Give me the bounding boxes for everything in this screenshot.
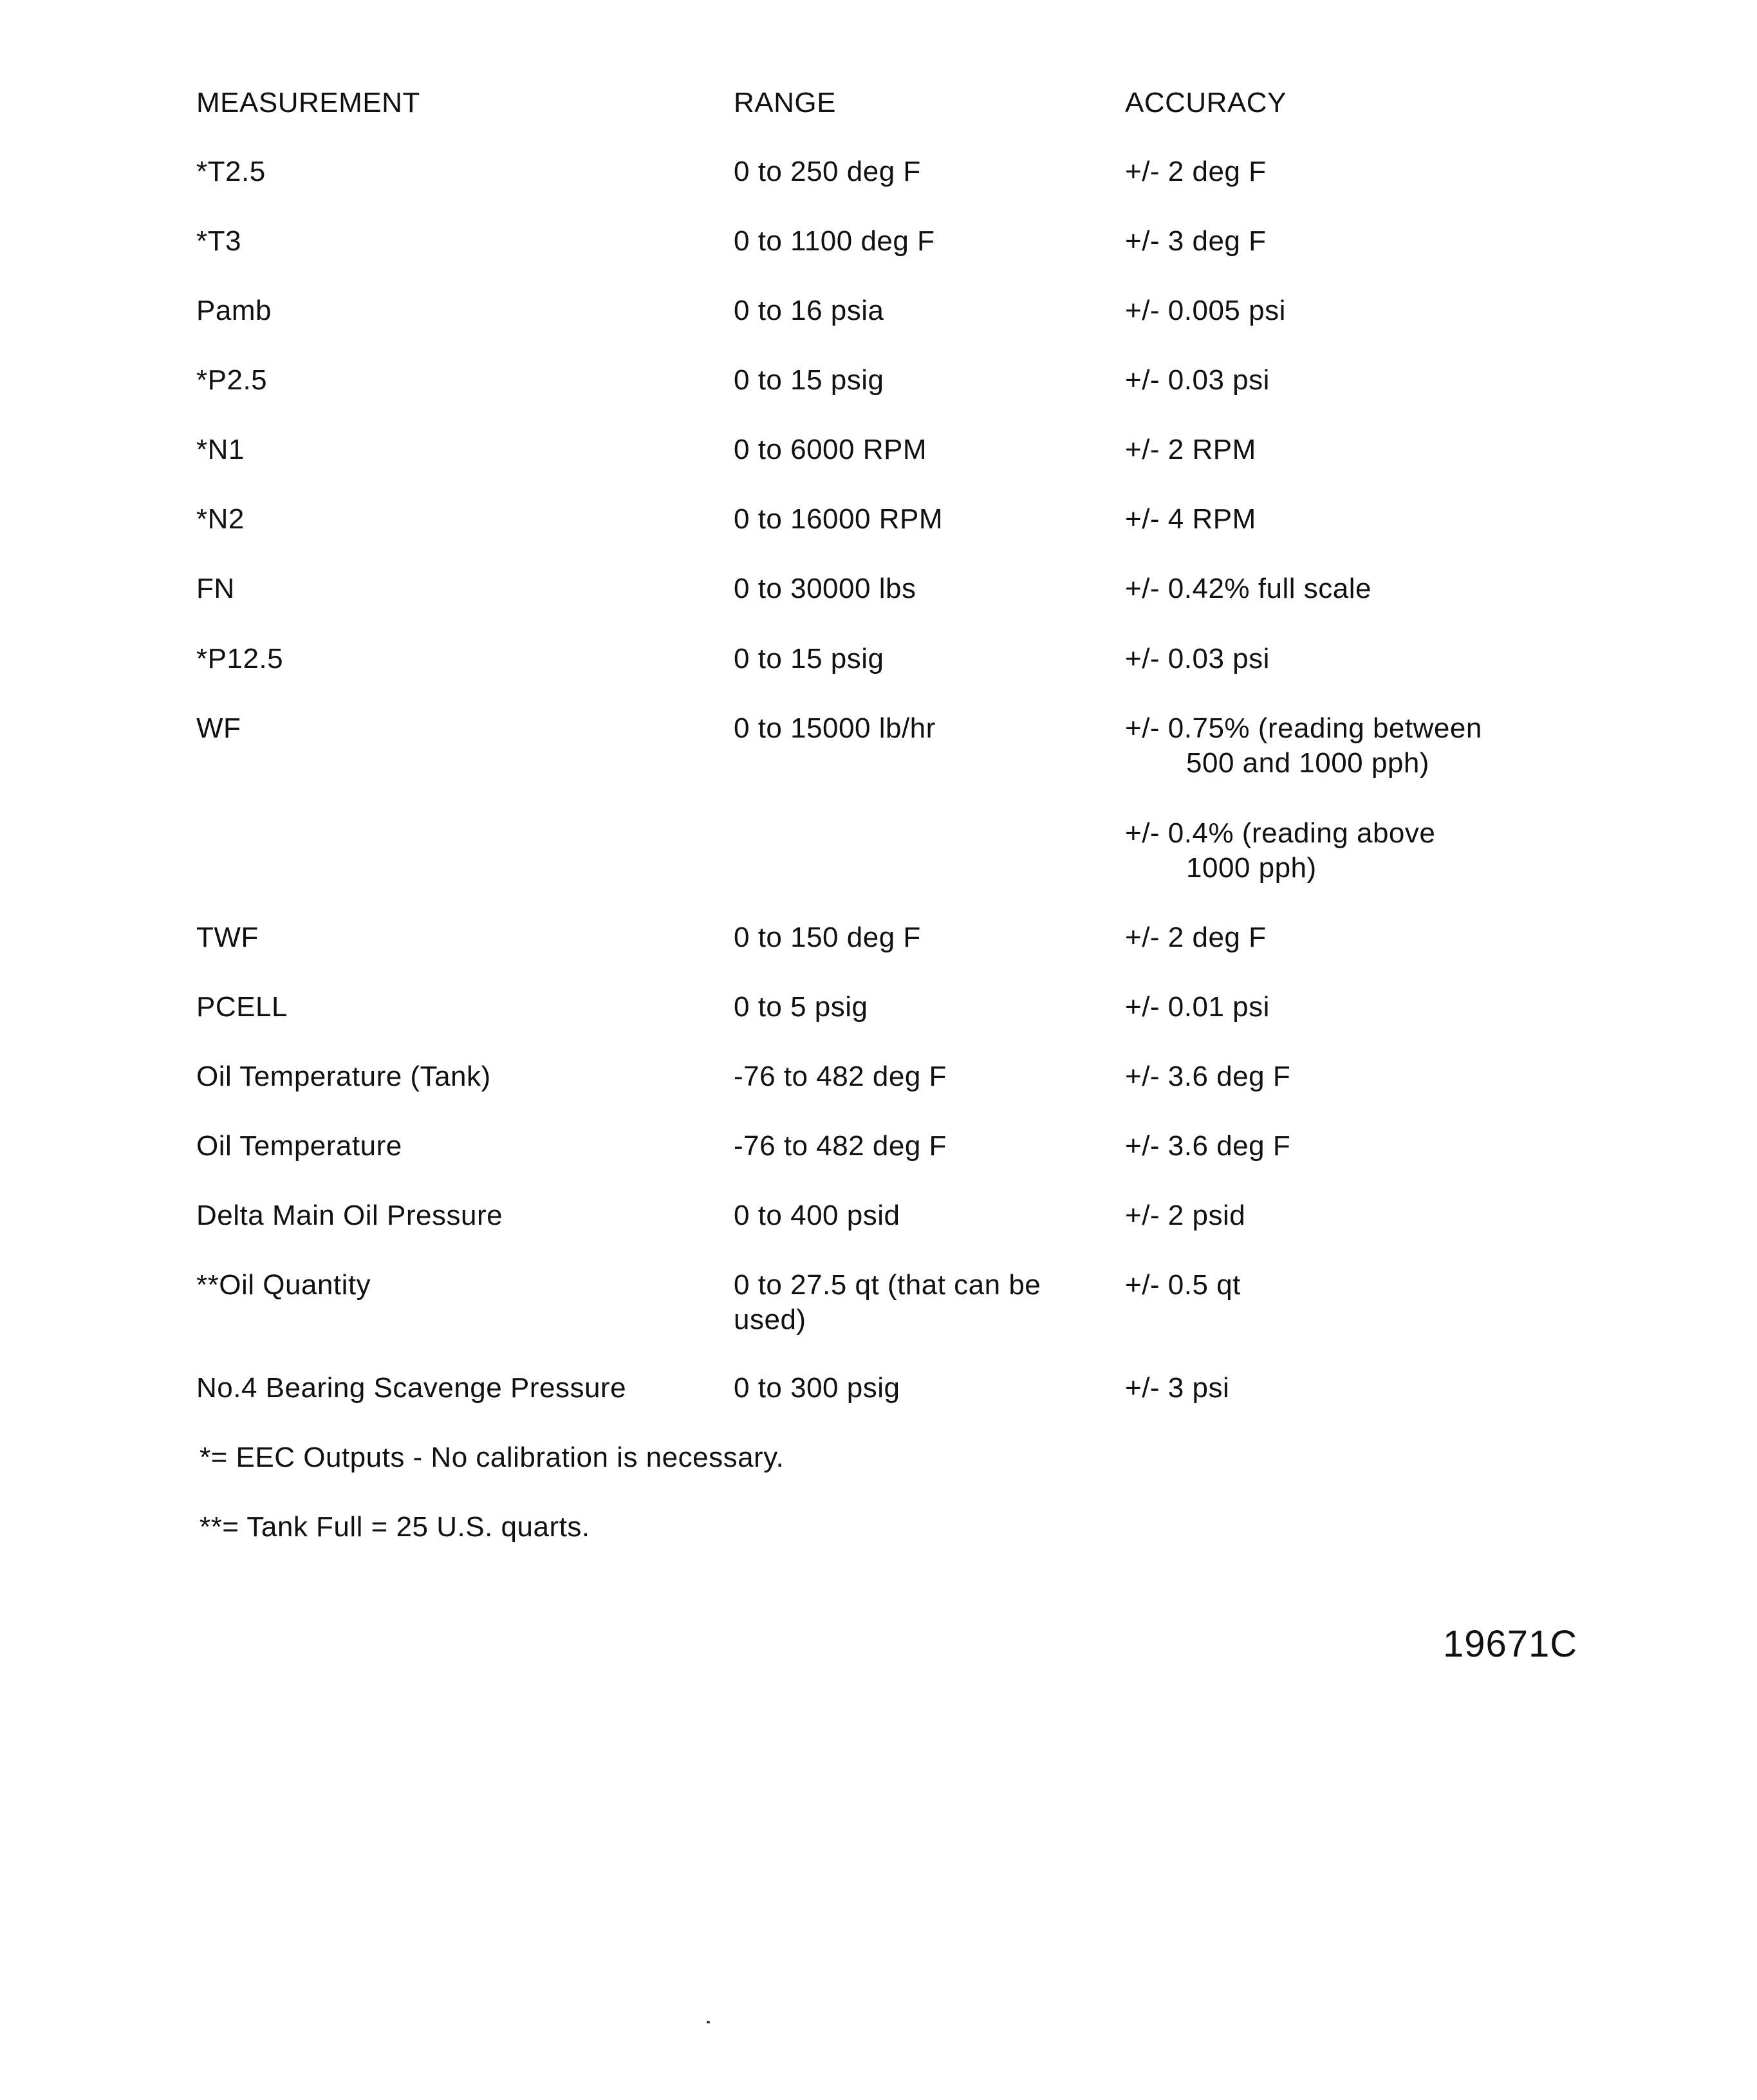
- accuracy-cell: [1125, 816, 1576, 886]
- range-cell: 0 to 1100 deg F: [734, 225, 935, 257]
- accuracy-line: +/- 0.005 psi: [1125, 295, 1286, 326]
- header-measurement: MEASUREMENT: [196, 87, 420, 118]
- accuracy-line: 500 and 1000 pph): [1186, 747, 1429, 779]
- accuracy-line: +/- 0.42% full scale: [1125, 573, 1371, 604]
- scan-speck: [707, 2021, 710, 2023]
- accuracy-line: +/- 3.6 deg F: [1125, 1130, 1291, 1162]
- measurement-cell: *N1: [196, 434, 245, 465]
- accuracy-cell: [1125, 224, 1576, 259]
- accuracy-cell: [1125, 711, 1576, 781]
- range-cell: 0 to 15 psig: [734, 364, 884, 396]
- accuracy-cell: [1125, 1268, 1576, 1303]
- accuracy-cell: [1125, 432, 1576, 467]
- accuracy-line: +/- 4 RPM: [1125, 503, 1256, 535]
- accuracy-cell: [1125, 1371, 1576, 1406]
- measurement-cell: **Oil Quantity: [196, 1269, 371, 1301]
- accuracy-cell: [1125, 571, 1576, 606]
- measurement-cell: No.4 Bearing Scavenge Pressure: [196, 1372, 627, 1404]
- range-cell: 0 to 300 psig: [734, 1372, 900, 1404]
- accuracy-line: +/- 3 deg F: [1125, 225, 1267, 257]
- footnote-eec-outputs: *= EEC Outputs - No calibration is necessary.: [200, 1442, 785, 1473]
- measurement-cell: *T3: [196, 225, 241, 257]
- accuracy-cell: [1125, 154, 1576, 189]
- accuracy-cell: [1125, 502, 1576, 537]
- accuracy-cell: [1125, 990, 1576, 1025]
- measurement-cell: PCELL: [196, 991, 288, 1023]
- accuracy-line: +/- 3 psi: [1125, 1372, 1230, 1404]
- accuracy-line: +/- 0.5 qt: [1125, 1269, 1241, 1301]
- accuracy-line: +/- 0.4% (reading above: [1125, 817, 1436, 849]
- accuracy-cell: [1125, 293, 1576, 328]
- accuracy-cell: [1125, 363, 1576, 398]
- accuracy-cell: [1125, 1129, 1576, 1164]
- measurement-cell: *P2.5: [196, 364, 268, 396]
- range-cell: 0 to 400 psid: [734, 1200, 900, 1231]
- accuracy-line: +/- 3.6 deg F: [1125, 1061, 1291, 1092]
- range-cell: -76 to 482 deg F: [734, 1130, 947, 1162]
- range-cell: 0 to 16000 RPM: [734, 503, 943, 535]
- range-cell: 0 to 15000 lb/hr: [734, 712, 936, 744]
- header-range: RANGE: [734, 87, 836, 118]
- range-cell: 0 to 27.5 qt (that can be used): [734, 1269, 1041, 1335]
- accuracy-cell: [1125, 1059, 1576, 1094]
- figure-id: 19671C: [1443, 1623, 1578, 1665]
- accuracy-cell: [1125, 1198, 1576, 1233]
- accuracy-line: +/- 0.01 psi: [1125, 991, 1270, 1023]
- accuracy-line: +/- 2 deg F: [1125, 156, 1267, 187]
- measurement-cell: Oil Temperature: [196, 1130, 402, 1162]
- measurement-cell: TWF: [196, 922, 259, 953]
- measurement-cell: *T2.5: [196, 156, 266, 187]
- header-accuracy: ACCURACY: [1125, 87, 1287, 118]
- range-cell: 0 to 6000 RPM: [734, 434, 927, 465]
- accuracy-cell: [1125, 920, 1576, 955]
- measurement-cell: FN: [196, 573, 235, 604]
- measurement-cell: WF: [196, 712, 241, 744]
- range-cell: -76 to 482 deg F: [734, 1061, 947, 1092]
- accuracy-cell: [1125, 642, 1576, 676]
- range-cell: 0 to 5 psig: [734, 991, 868, 1023]
- range-cell: 0 to 250 deg F: [734, 156, 921, 187]
- range-cell: 0 to 15 psig: [734, 643, 884, 674]
- accuracy-line: +/- 2 psid: [1125, 1200, 1246, 1231]
- measurement-cell: *P12.5: [196, 643, 284, 674]
- range-cell: 0 to 16 psia: [734, 295, 884, 326]
- measurement-cell: *N2: [196, 503, 245, 535]
- range-cell: 0 to 30000 lbs: [734, 573, 916, 604]
- range-cell: 0 to 150 deg F: [734, 922, 921, 953]
- accuracy-line: +/- 0.03 psi: [1125, 364, 1270, 396]
- accuracy-line: +/- 0.75% (reading between: [1125, 712, 1482, 744]
- measurement-cell: Pamb: [196, 295, 272, 326]
- measurement-cell: Delta Main Oil Pressure: [196, 1200, 503, 1231]
- accuracy-line: +/- 2 RPM: [1125, 434, 1256, 465]
- footnote-tank-full: **= Tank Full = 25 U.S. quarts.: [200, 1511, 590, 1543]
- accuracy-line: +/- 0.03 psi: [1125, 643, 1270, 674]
- accuracy-line: 1000 pph): [1186, 852, 1317, 884]
- accuracy-line: +/- 2 deg F: [1125, 922, 1267, 953]
- measurement-cell: Oil Temperature (Tank): [196, 1061, 491, 1092]
